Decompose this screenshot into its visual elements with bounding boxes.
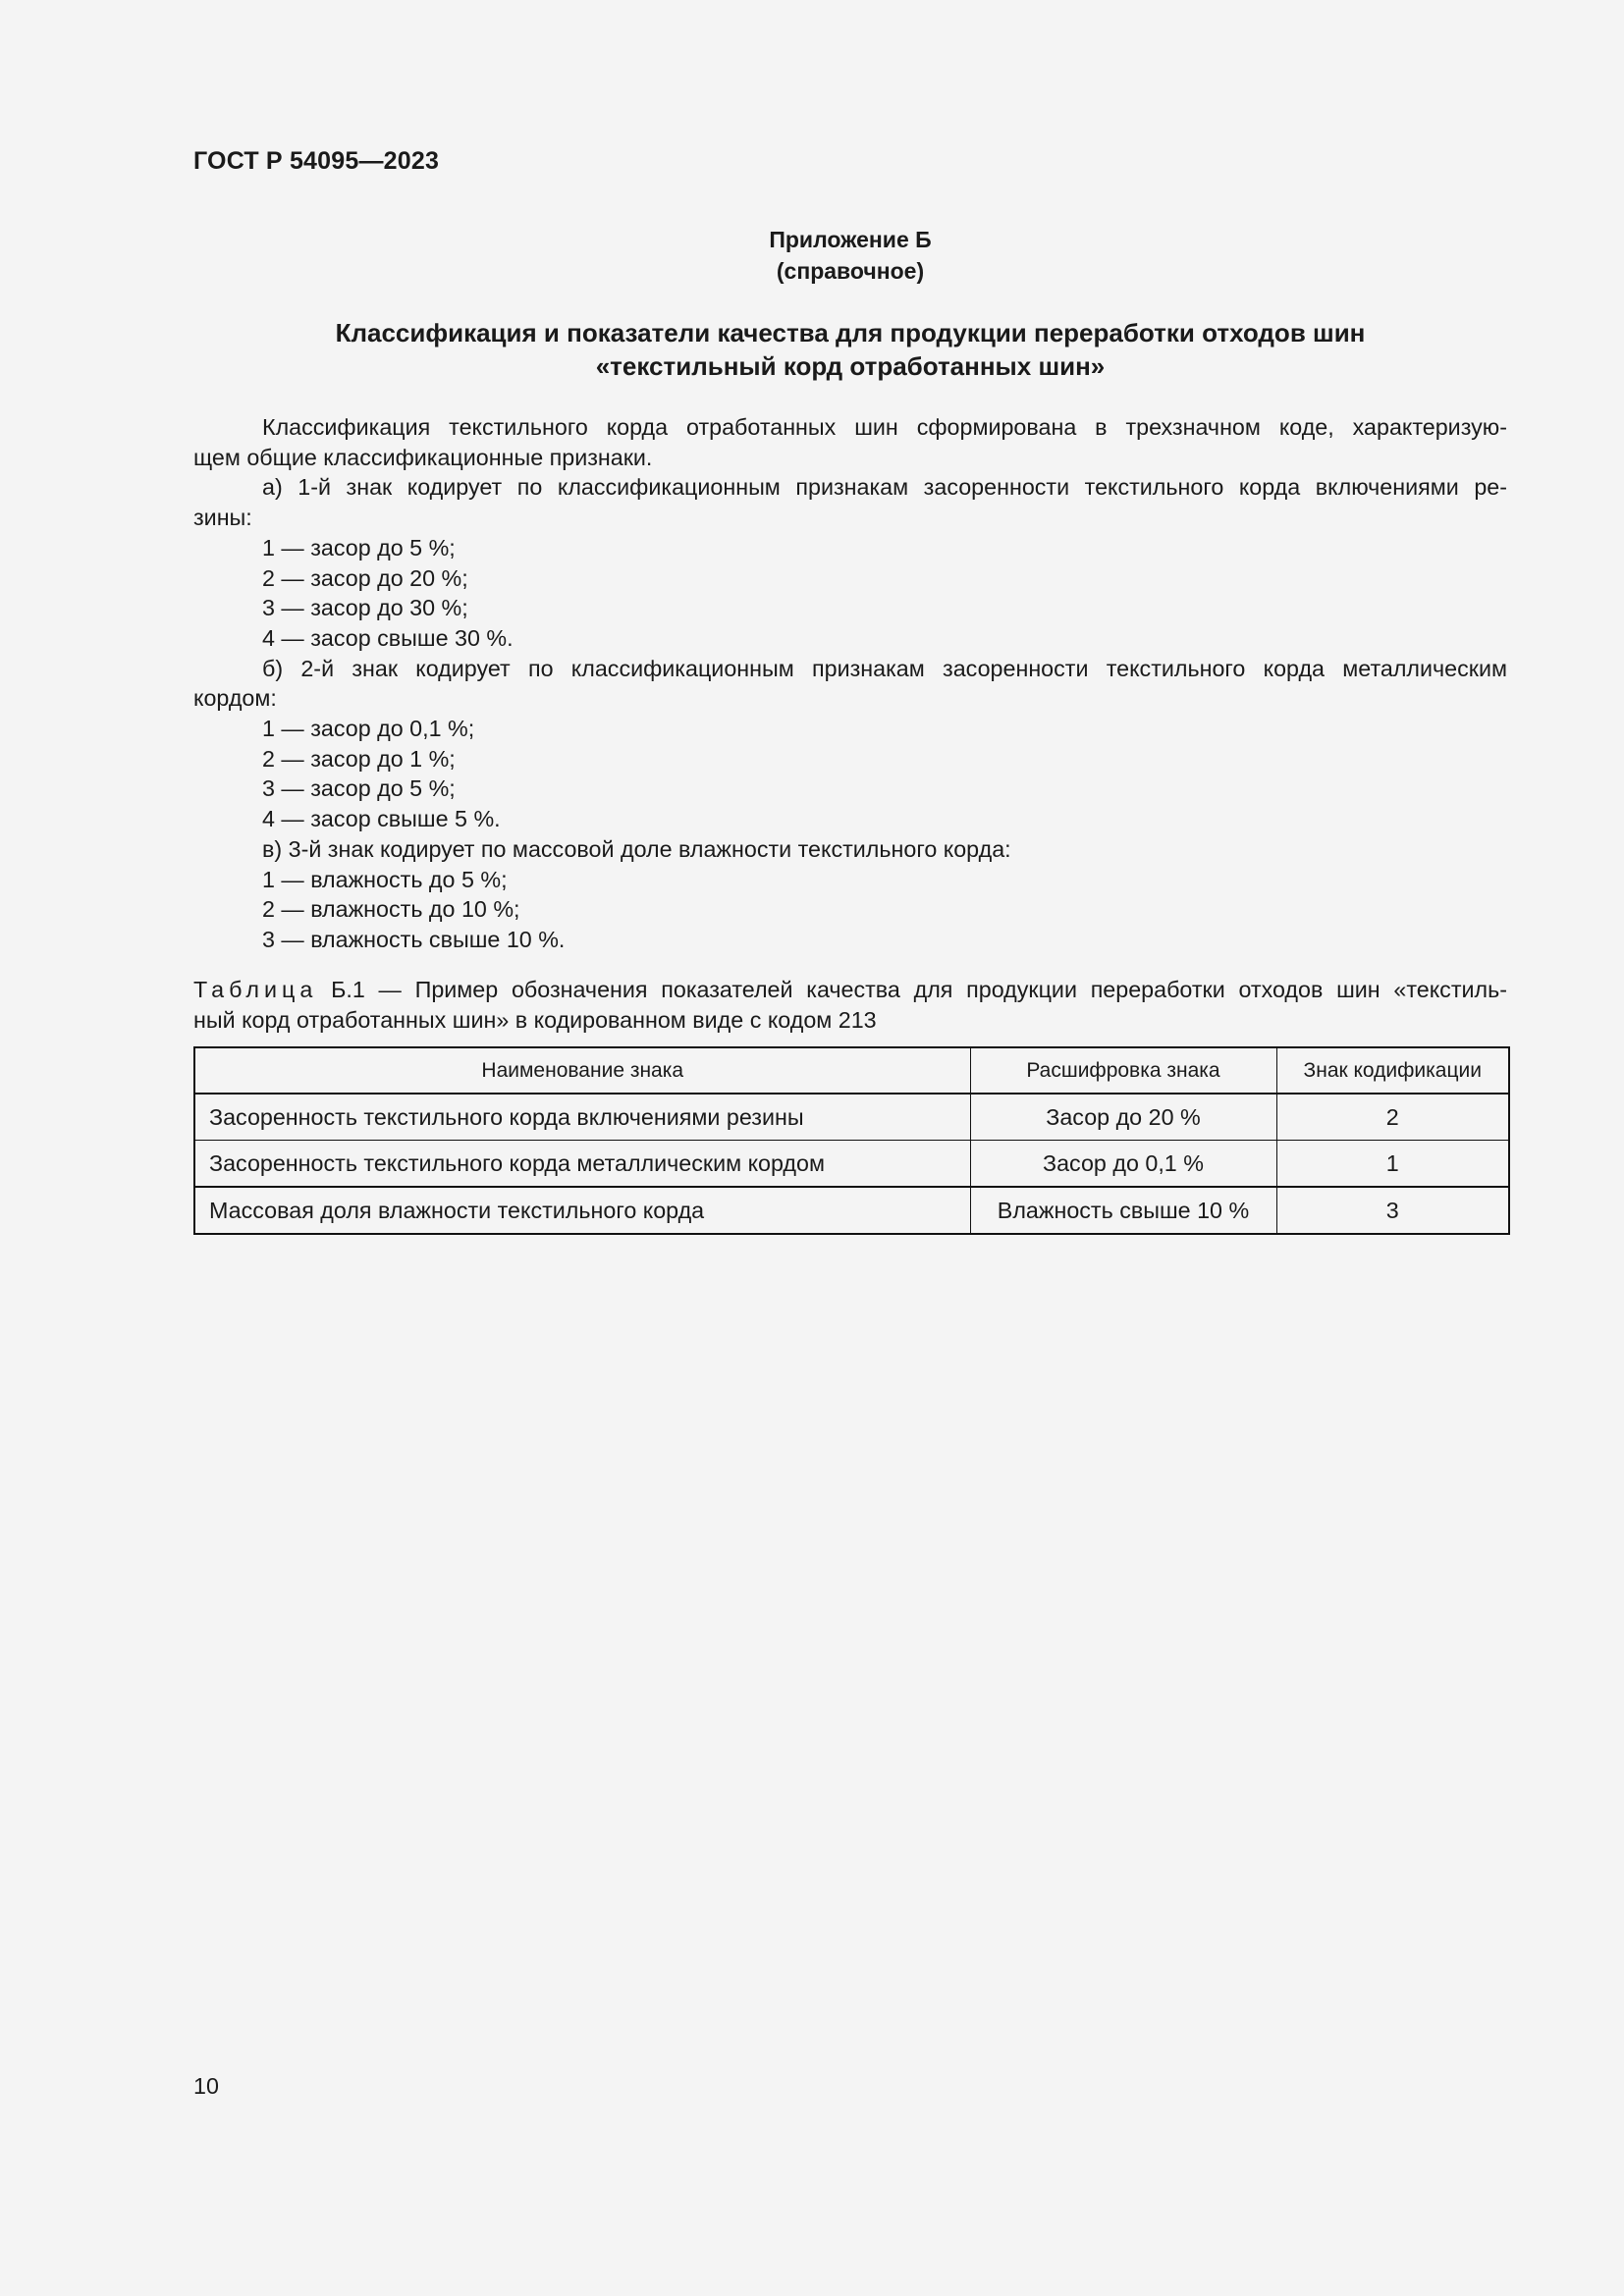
item-b-line-1: б) 2-й знак кодирует по классификационным признакам засоренности текстильного корда металлическим	[262, 655, 1507, 681]
list-item: 1 — засор до 0,1 %;	[262, 716, 475, 741]
item-a-line-1: а) 1-й знак кодирует по классификационным признакам засоренности текстильного корда включениями ре-	[262, 474, 1507, 501]
item-a-line-2: зины:	[193, 505, 252, 531]
list-item: 2 — влажность до 10 %;	[262, 896, 520, 923]
table-row	[194, 1141, 1509, 1188]
appendix-title: Приложение Б	[769, 227, 932, 252]
list-item: 1 — засор до 5 %;	[262, 534, 456, 561]
table-caption	[193, 975, 1507, 1036]
list-item: 4 — засор свыше 30 %.	[262, 624, 514, 651]
list-item: 2 — засор до 1 %;	[262, 745, 456, 772]
table-cell-decoding: Засор до 20 %	[970, 1094, 1276, 1141]
table-caption-text-1: Б.1 — Пример обозначения показателей качества для продукции переработки отходов шин «текстиль-	[331, 977, 1507, 1002]
intro-paragraph-line-1: Классификация текстильного корда отработанных шин сформирована в трехзначном коде, характеризую-	[262, 414, 1507, 440]
item-c-line-1: в) 3-й знак кодирует по массовой доле влажности текстильного корда:	[262, 835, 1011, 862]
table-row	[194, 1187, 1509, 1234]
table-cell-code: 2	[1276, 1094, 1509, 1141]
list-item: 2 — засор до 20 %;	[262, 564, 468, 591]
table-cell-decoding: Засор до 0,1 %	[970, 1141, 1276, 1188]
table-header-row	[194, 1047, 1509, 1094]
table-cell-code: 1	[1276, 1141, 1509, 1188]
page-number: 10	[193, 2073, 219, 2099]
appendix-type: (справочное)	[776, 258, 925, 284]
list-item: 3 — засор до 30 %;	[262, 595, 468, 621]
column-header-code: Знак кодификации	[1276, 1047, 1509, 1094]
table-cell-name: Массовая доля влажности текстильного корда	[194, 1187, 970, 1234]
list-item: 3 — засор до 5 %;	[262, 775, 456, 802]
table-cell-code: 3	[1276, 1187, 1509, 1234]
section-title-line-1: Классификация и показатели качества для продукции переработки отходов шин	[335, 318, 1366, 347]
table-row	[194, 1094, 1509, 1141]
list-item: 1 — влажность до 5 %;	[262, 866, 508, 892]
intro-paragraph-line-2: щем общие классификационные признаки.	[193, 444, 653, 470]
column-header-name: Наименование знака	[194, 1047, 970, 1094]
table-caption-label: Таблица	[193, 977, 318, 1002]
table-cell-name: Засоренность текстильного корда включениями резины	[194, 1094, 970, 1141]
table-cell-decoding: Влажность свыше 10 %	[970, 1187, 1276, 1234]
quality-indicators-table	[193, 1046, 1510, 1235]
table-caption-line-2: ный корд отработанных шин» в кодированном виде с кодом 213	[193, 1007, 877, 1033]
column-header-decoding: Расшифровка знака	[970, 1047, 1276, 1094]
list-item: 3 — влажность свыше 10 %.	[262, 926, 566, 952]
section-title-line-2: «текстильный корд отработанных шин»	[595, 351, 1106, 381]
document-code: ГОСТ Р 54095—2023	[193, 147, 440, 175]
table-caption-line-1	[193, 975, 1507, 1005]
item-b-line-2: кордом:	[193, 685, 277, 712]
list-item: 4 — засор свыше 5 %.	[262, 806, 501, 832]
table-cell-name: Засоренность текстильного корда металлическим кордом	[194, 1141, 970, 1188]
